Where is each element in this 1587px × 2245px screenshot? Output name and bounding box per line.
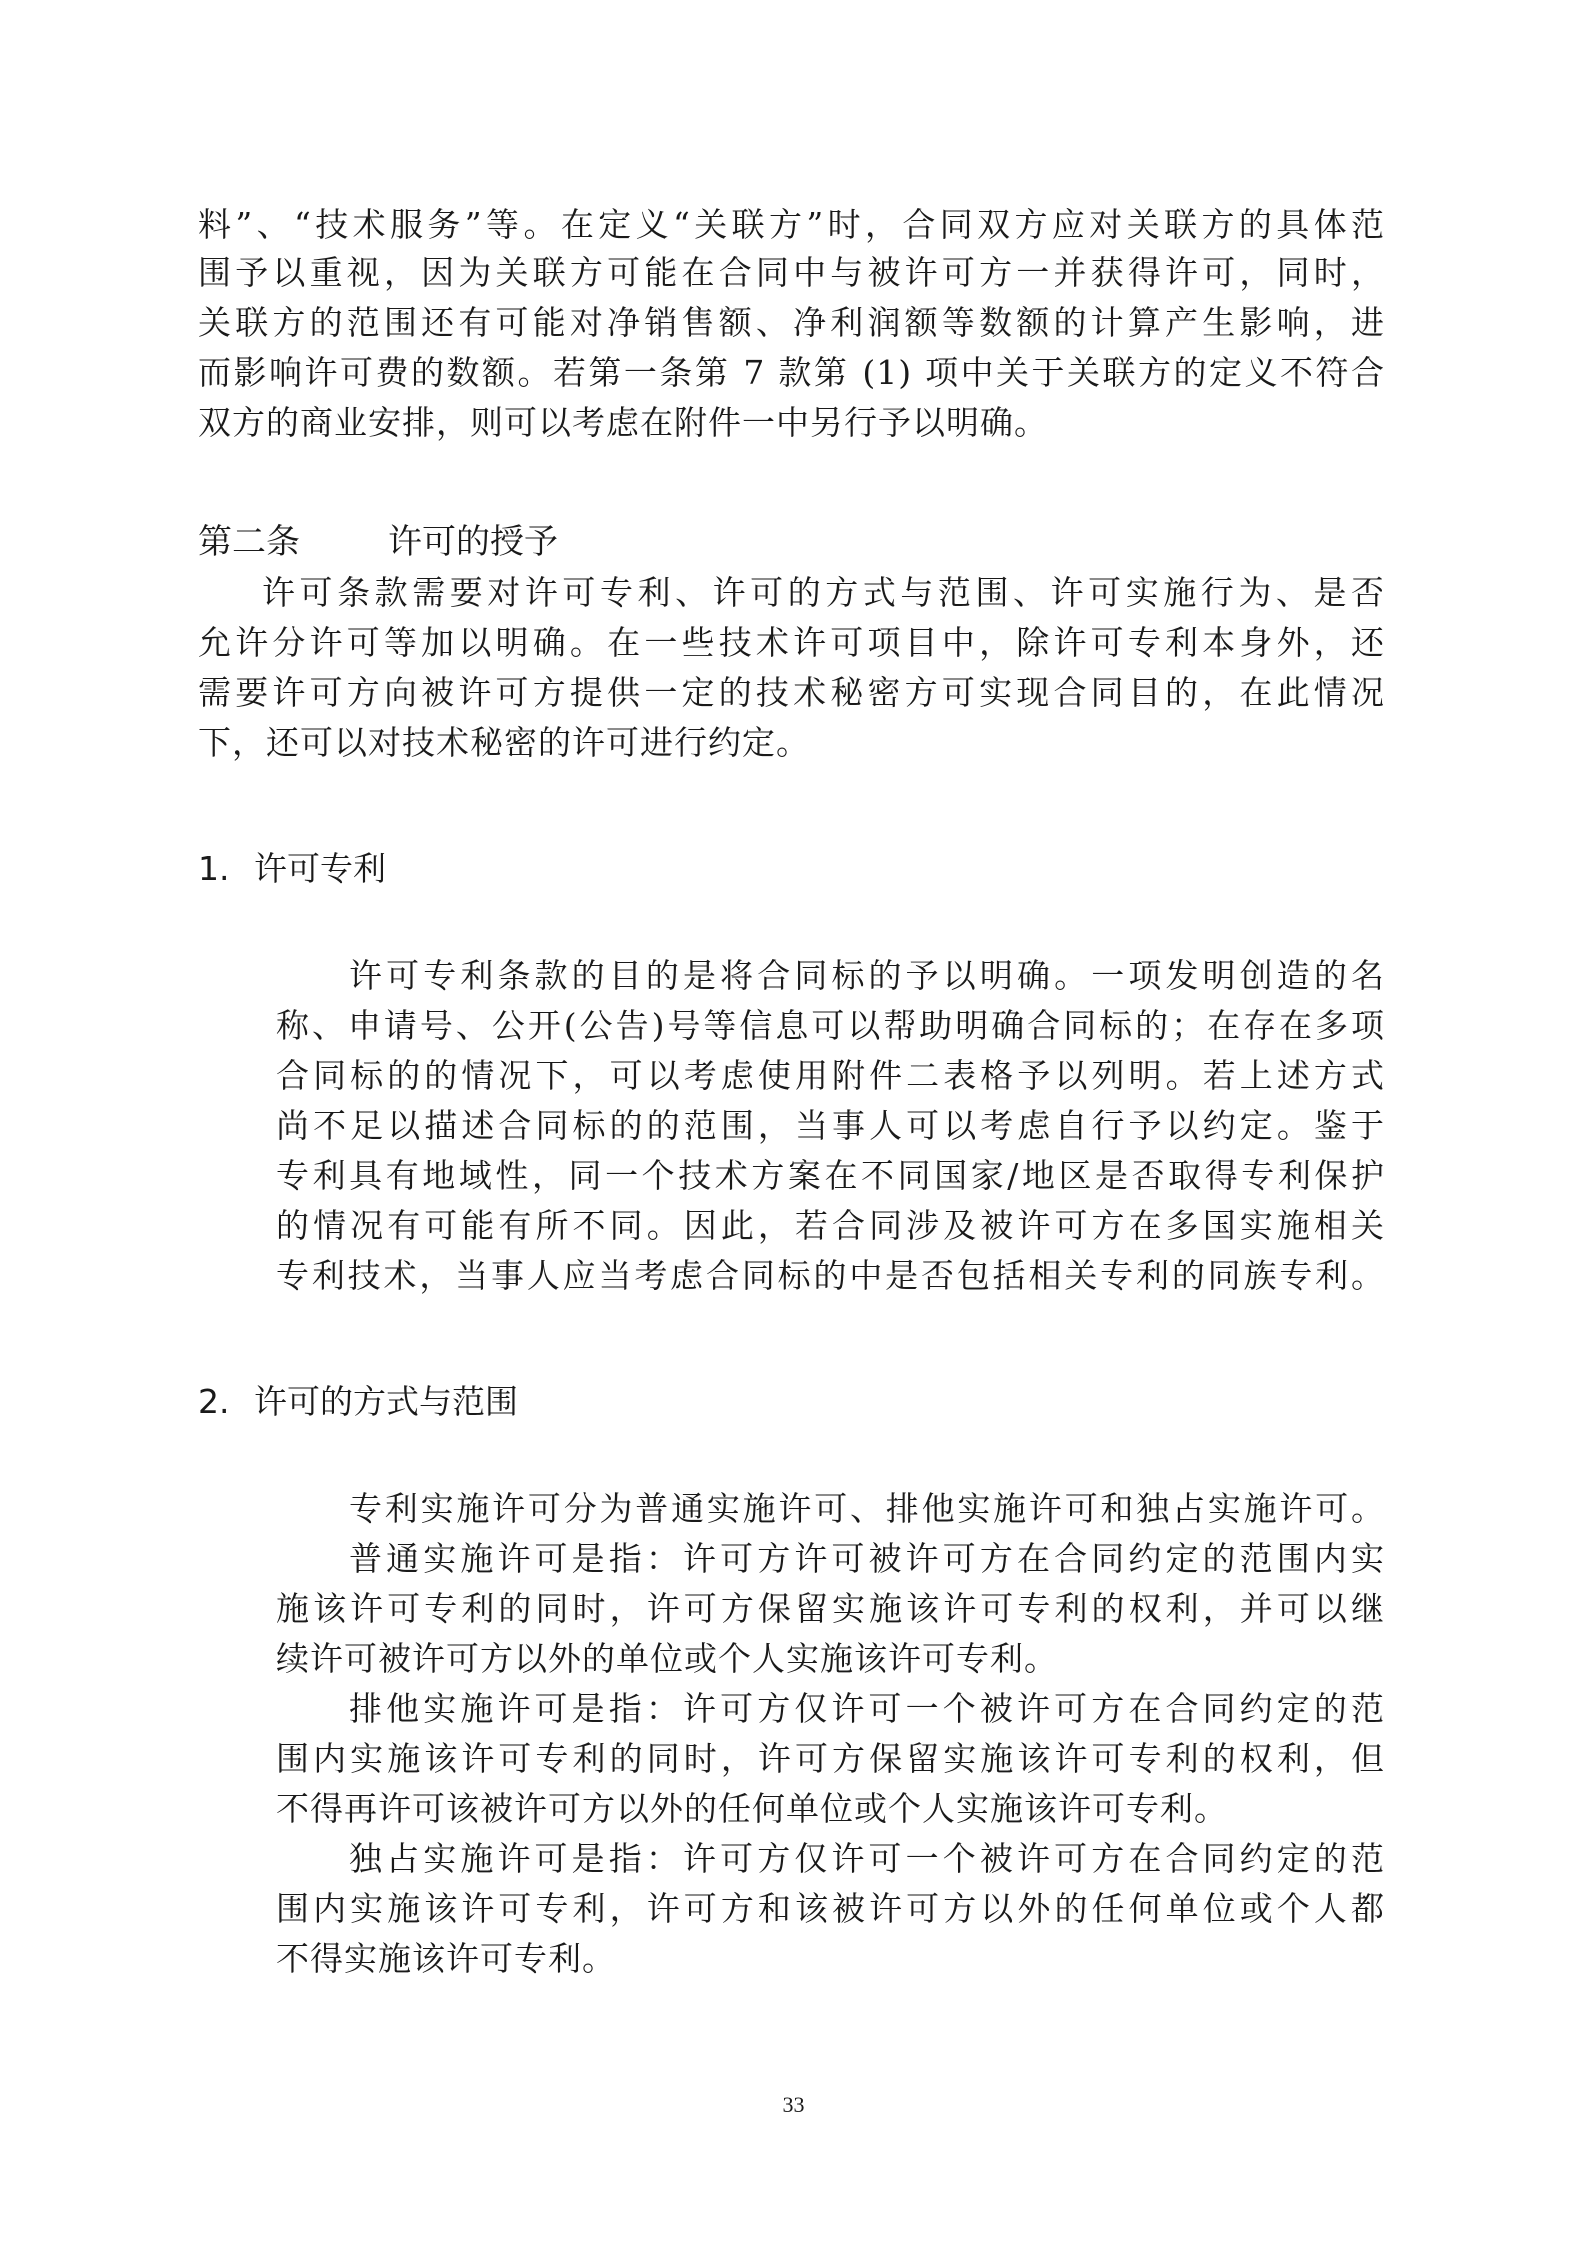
paragraph-line: 双方的商业安排，则可以考虑在附件一中另行予以明确。	[198, 403, 1048, 442]
item-heading	[198, 1379, 518, 1425]
item-title: 许可的方式与范围	[254, 1382, 518, 1421]
paragraph-line: 而影响许可费的数额。若第一条第 7 款第 (1) 项中关于关联方的定义不符合	[198, 353, 1385, 392]
paragraph-line: 不得实施该许可专利。	[276, 1939, 616, 1978]
paragraph-line: 不得再许可该被许可方以外的任何单位或个人实施该许可专利。	[276, 1789, 1228, 1828]
paragraph-line: 尚不足以描述合同标的的范围，当事人可以考虑自行予以约定。鉴于	[276, 1106, 1385, 1145]
paragraph-line: 专利实施许可分为普通实施许可、排他实施许可和独占实施许可。	[349, 1489, 1385, 1528]
paragraph-line: 围内实施该许可专利的同时，许可方保留实施该许可专利的权利，但	[276, 1739, 1385, 1778]
paragraph-line: 排他实施许可是指：许可方仅许可一个被许可方在合同约定的范	[349, 1689, 1385, 1728]
page-number: 33	[782, 2092, 805, 2117]
paragraph-line: 许可专利条款的目的是将合同标的予以明确。一项发明创造的名	[349, 956, 1385, 995]
paragraph-line: 专利具有地域性，同一个技术方案在不同国家/地区是否取得专利保护	[276, 1156, 1385, 1195]
item-title: 许可专利	[254, 849, 386, 888]
paragraph-line: 围内实施该许可专利，许可方和该被许可方以外的任何单位或个人都	[276, 1889, 1385, 1928]
paragraph-line: 需要许可方向被许可方提供一定的技术秘密方可实现合同目的，在此情况	[198, 673, 1385, 712]
item-number: 1.	[198, 849, 230, 888]
paragraph-line: 允许分许可等加以明确。在一些技术许可项目中，除许可专利本身外，还	[198, 623, 1385, 662]
paragraph-line: 专利技术，当事人应当考虑合同标的中是否包括相关专利的同族专利。	[276, 1256, 1385, 1295]
paragraph-line: 续许可被许可方以外的单位或个人实施该许可专利。	[276, 1639, 1058, 1678]
paragraph-line: 称、申请号、公开(公告)号等信息可以帮助明确合同标的；在存在多项	[276, 1006, 1385, 1045]
article-title: 许可的授予	[388, 522, 558, 562]
paragraph-line: 的情况有可能有所不同。因此，若合同涉及被许可方在多国实施相关	[276, 1206, 1385, 1245]
paragraph-line: 合同标的的情况下，可以考虑使用附件二表格予以列明。若上述方式	[276, 1056, 1385, 1095]
article-number: 第二条	[198, 522, 300, 562]
paragraph-line: 普通实施许可是指：许可方许可被许可方在合同约定的范围内实	[349, 1539, 1385, 1578]
paragraph-line: 许可条款需要对许可专利、许可的方式与范围、许可实施行为、是否	[262, 573, 1385, 612]
paragraph-line: 围予以重视，因为关联方可能在合同中与被许可方一并获得许可，同时，	[198, 253, 1385, 292]
paragraph-line: 施该许可专利的同时，许可方保留实施该许可专利的权利，并可以继	[276, 1589, 1385, 1628]
article-heading	[198, 519, 558, 565]
paragraph-line: 料”、“技术服务”等。在定义“关联方”时，合同双方应对关联方的具体范	[198, 205, 1385, 244]
paragraph-line: 独占实施许可是指：许可方仅许可一个被许可方在合同约定的范	[349, 1839, 1385, 1878]
item-heading	[198, 846, 386, 892]
paragraph-line: 关联方的范围还有可能对净销售额、净利润额等数额的计算产生影响，进	[198, 303, 1385, 342]
item-number: 2.	[198, 1382, 230, 1421]
paragraph-line: 下，还可以对技术秘密的许可进行约定。	[198, 723, 810, 762]
